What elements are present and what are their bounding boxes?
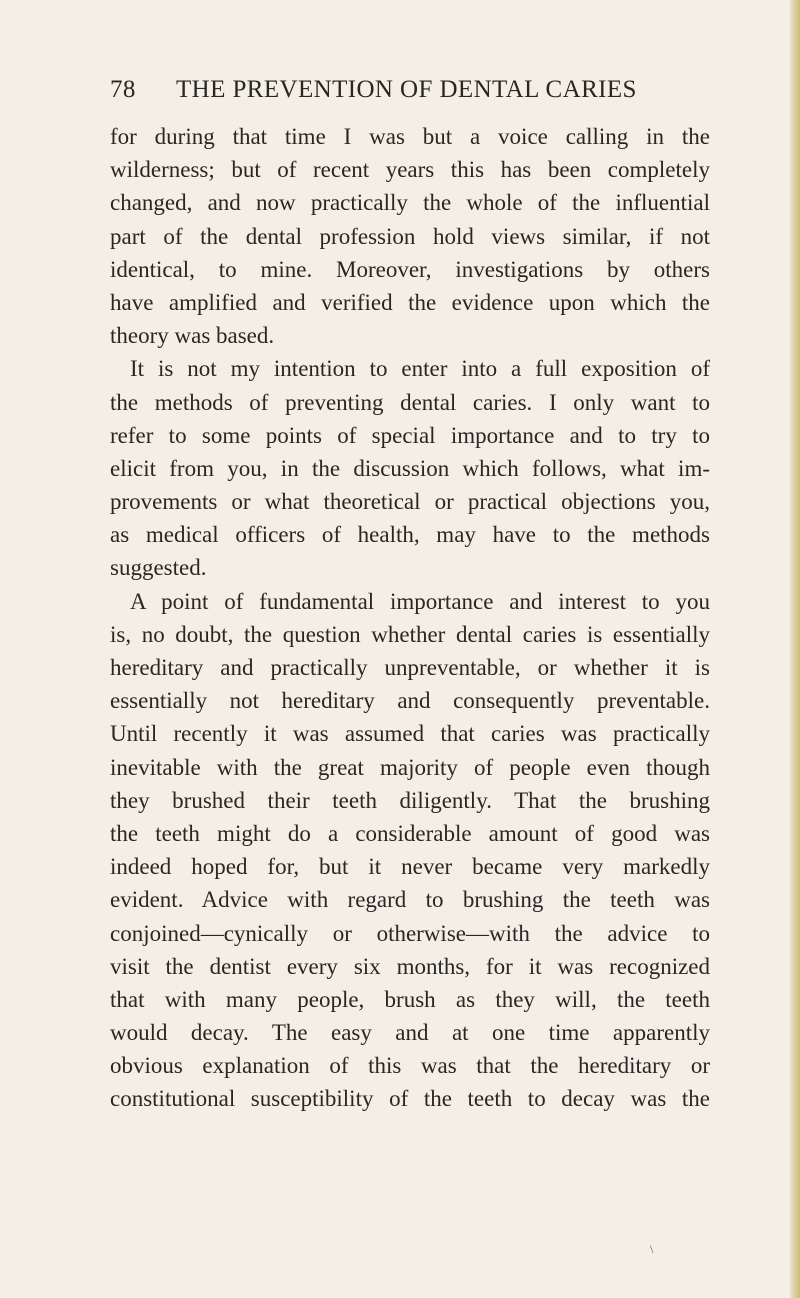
page-number: 78	[110, 76, 136, 103]
text-line: conjoined—cynically or otherwise—with the advice to	[110, 920, 710, 946]
text-line: theory was based.	[110, 323, 275, 349]
text-line: evident. Advice with regard to brushing the teeth was	[110, 887, 710, 913]
text-line: would decay. The easy and at one time apparently	[110, 1020, 710, 1046]
text-line: elicit from you, in the discussion which follows, what im-	[110, 455, 710, 481]
text-line: the methods of preventing dental caries. I only want to	[110, 389, 710, 415]
text-line: suggested.	[110, 555, 207, 581]
text-line: that with many people, brush as they will, the teeth	[110, 986, 710, 1012]
text-line: refer to some points of special importance and to try to	[110, 422, 710, 448]
text-line: essentially not hereditary and consequently preventable.	[110, 688, 710, 714]
stray-mark: \	[650, 1242, 654, 1256]
text-line: the teeth might do a considerable amount of good was	[110, 820, 710, 846]
text-line: provements or what theoretical or practical objections you,	[110, 489, 710, 515]
text-line: A point of fundamental importance and interest to you	[130, 588, 710, 614]
running-header	[110, 76, 658, 110]
page-edge-shadow	[790, 0, 800, 1298]
text-line: changed, and now practically the whole of the influential	[110, 190, 710, 216]
text-line: wilderness; but of recent years this has been completely	[110, 157, 710, 183]
text-line: part of the dental profession hold views similar, if not	[110, 223, 710, 249]
text-line: have amplified and verified the evidence upon which the	[110, 289, 710, 315]
text-line: obvious explanation of this was that the hereditary or	[110, 1053, 710, 1079]
text-line: they brushed their teeth diligently. That the brushing	[110, 787, 710, 813]
text-line: identical, to mine. Moreover, investigations by others	[110, 256, 710, 282]
text-line: hereditary and practically unpreventable, or whether it is	[110, 655, 710, 680]
body-text	[110, 120, 710, 1116]
text-line: for during that time I was but a voice calling in the	[110, 124, 710, 149]
text-line: visit the dentist every six months, for it was recognized	[110, 953, 710, 979]
text-line: It is not my intention to enter into a full exposition of	[130, 356, 710, 382]
text-line: constitutional susceptibility of the teeth to decay was the	[110, 1086, 710, 1112]
running-title: THE PREVENTION OF DENTAL CARIES	[176, 76, 637, 103]
text-line: indeed hoped for, but it never became very markedly	[110, 854, 710, 880]
text-line: inevitable with the great majority of people even though	[110, 754, 710, 780]
text-line: as medical officers of health, may have to the methods	[110, 522, 710, 548]
text-line: Until recently it was assumed that caries was practically	[110, 721, 710, 747]
text-line: is, no doubt, the question whether dental caries is essentially	[110, 621, 710, 647]
